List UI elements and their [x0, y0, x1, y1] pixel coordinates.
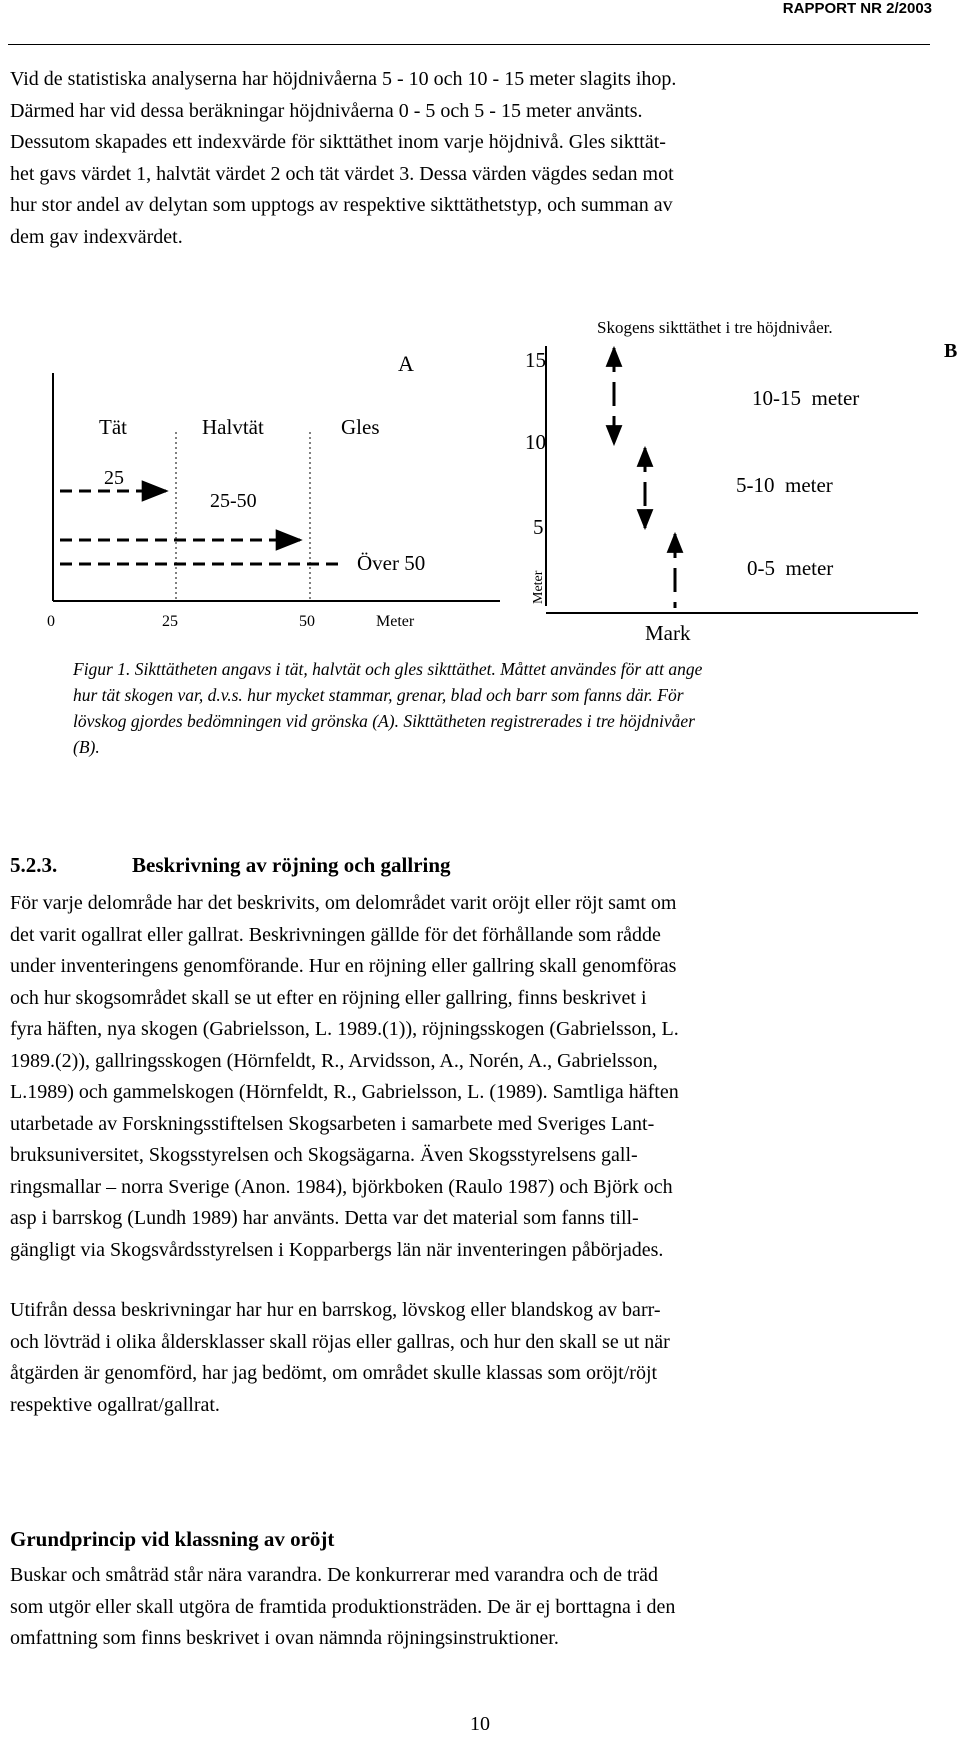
x-tick-label: 25: [162, 613, 178, 630]
y-axis-unit: Meter: [531, 570, 546, 604]
label-tat: Tät: [99, 415, 127, 439]
text-line: respektive ogallrat/gallrat.: [10, 1393, 220, 1416]
level-label: 5-10 meter: [736, 473, 833, 497]
text-line: omfattning som finns beskrivet i ovan nämnda röjningsinstruktioner.: [10, 1627, 559, 1649]
y-tick-label: 10: [525, 430, 546, 454]
text-line: fyra häften, nya skogen (Gabrielsson, L. 1989.(1)), röjningsskogen (Gabrielsson, L.: [10, 1018, 679, 1040]
text-line: utarbetade av Forskningsstiftelsen Skogsarbeten i samarbete med Sveriges Lant-: [10, 1112, 655, 1135]
panel-b-letter: B: [944, 340, 958, 362]
panel-b: [525, 318, 957, 645]
section-number: 5.2.3.: [10, 853, 58, 877]
section-paragraph-1: [10, 888, 679, 1266]
x-tick-label: 0: [47, 613, 55, 630]
text-line: dem gav indexvärdet.: [10, 225, 183, 248]
ground-label: Mark: [645, 621, 691, 645]
y-tick-label: 15: [525, 348, 546, 372]
x-axis-unit: Meter: [376, 613, 415, 630]
text-line: asp i barrskog (Lundh 1989) har använts. Detta var det material som fanns till-: [10, 1207, 639, 1229]
level-label: 10-15 meter: [752, 386, 860, 410]
y-tick-label: 5: [533, 515, 544, 539]
panel-a-letter: A: [398, 351, 414, 376]
caption-line: (B).: [73, 737, 100, 757]
section-heading: [10, 853, 451, 878]
text-line: under inventeringens genomförande. Hur en röjning eller gallring skall genomföras: [10, 955, 677, 977]
text-line: och lövträd i olika åldersklasser skall röjas eller gallras, och hur den skall se ut när: [10, 1330, 670, 1353]
text-line: gängligt via Skogsvårdsstyrelsen i Kopparbergs län när inventeringen påbörjades.: [10, 1238, 664, 1261]
text-line: det varit ogallrat eller gallrat. Beskrivningen gällde för det förhållande som rådde: [10, 923, 661, 946]
text-line: Vid de statistiska analyserna har höjdnivåerna 5 - 10 och 10 - 15 meter slagits ihop.: [10, 68, 677, 90]
figure-caption: [73, 656, 702, 760]
header-rule: [8, 44, 930, 45]
caption-line: hur tät skogen var, d.v.s. hur mycket stammar, grenar, blad och barr som fanns där. För: [73, 685, 684, 705]
panel-a: [47, 351, 500, 630]
page-number: 10: [470, 1713, 490, 1735]
label-25-50: 25-50: [210, 490, 257, 512]
intro-paragraph: [10, 64, 676, 253]
text-line: För varje delområde har det beskrivits, om delområdet varit oröjt eller röjt samt om: [10, 892, 677, 914]
label-25: 25: [104, 467, 124, 489]
level-label: 0-5 meter: [747, 556, 834, 580]
text-line: som utgör eller skall utgöra de framtida produktionsträden. De är ej borttagna i den: [10, 1595, 676, 1618]
label-gles: Gles: [341, 415, 380, 439]
text-line: åtgärden är genomförd, har jag bedömt, om området skulle klassas som oröjt/röjt: [10, 1362, 658, 1384]
text-line: Buskar och småträd står nära varandra. De konkurrerar med varandra och de träd: [10, 1564, 659, 1586]
text-line: Därmed har vid dessa beräkningar höjdnivåerna 0 - 5 och 5 - 15 meter använts.: [10, 99, 643, 122]
text-line: bruksuniversitet, Skogsstyrelsen och Skogsägarna. Även Skogsstyrelsens gall-: [10, 1144, 638, 1166]
text-line: L.1989) och gammelskogen (Hörnfeldt, R., Gabrielsson, L. (1989). Samtliga häften: [10, 1081, 679, 1103]
label-halvtat: Halvtät: [202, 415, 264, 439]
section-title: Beskrivning av röjning och gallring: [132, 853, 451, 877]
text-line: Utifrån dessa beskrivningar har hur en barrskog, lövskog eller blandskog av barr-: [10, 1299, 661, 1321]
text-line: het gavs värdet 1, halvtät värdet 2 och tät värdet 3. Dessa värden vägdes sedan mot: [10, 162, 674, 185]
x-tick-label: 50: [299, 613, 315, 630]
text-line: hur stor andel av delytan som upptogs av respektive sikttäthetstyp, och summan av: [10, 194, 673, 216]
figure-1: [0, 310, 960, 650]
text-line: 1989.(2)), gallringsskogen (Hörnfeldt, R., Arvidsson, A., Norén, A., Gabrielsson,: [10, 1049, 658, 1072]
text-line: ringsmallar – norra Sverige (Anon. 1984), björkboken (Raulo 1987) och Björk och: [10, 1175, 673, 1198]
panel-b-title: Skogens sikttäthet i tre höjdnivåer.: [597, 318, 833, 337]
caption-line: lövskog gjordes bedömningen vid grönska (A). Sikttätheten registrerades i tre höjdnivåer: [73, 711, 695, 731]
subsection-heading: Grundprincip vid klassning av oröjt: [10, 1527, 335, 1551]
subsection-paragraph: [10, 1560, 675, 1655]
text-line: och hur skogsområdet skall se ut efter en röjning eller gallring, finns beskrivet i: [10, 986, 647, 1009]
label-over-50: Över 50: [357, 551, 426, 575]
text-line: Dessutom skapades ett indexvärde för sikttäthet inom varje höjdnivå. Gles sikttät-: [10, 131, 666, 153]
section-paragraph-2: [10, 1295, 670, 1421]
caption-line: Figur 1. Sikttätheten angavs i tät, halvtät och gles sikttäthet. Måttet användes för att ange: [73, 659, 703, 679]
running-head: RAPPORT NR 2/2003: [782, 0, 932, 17]
